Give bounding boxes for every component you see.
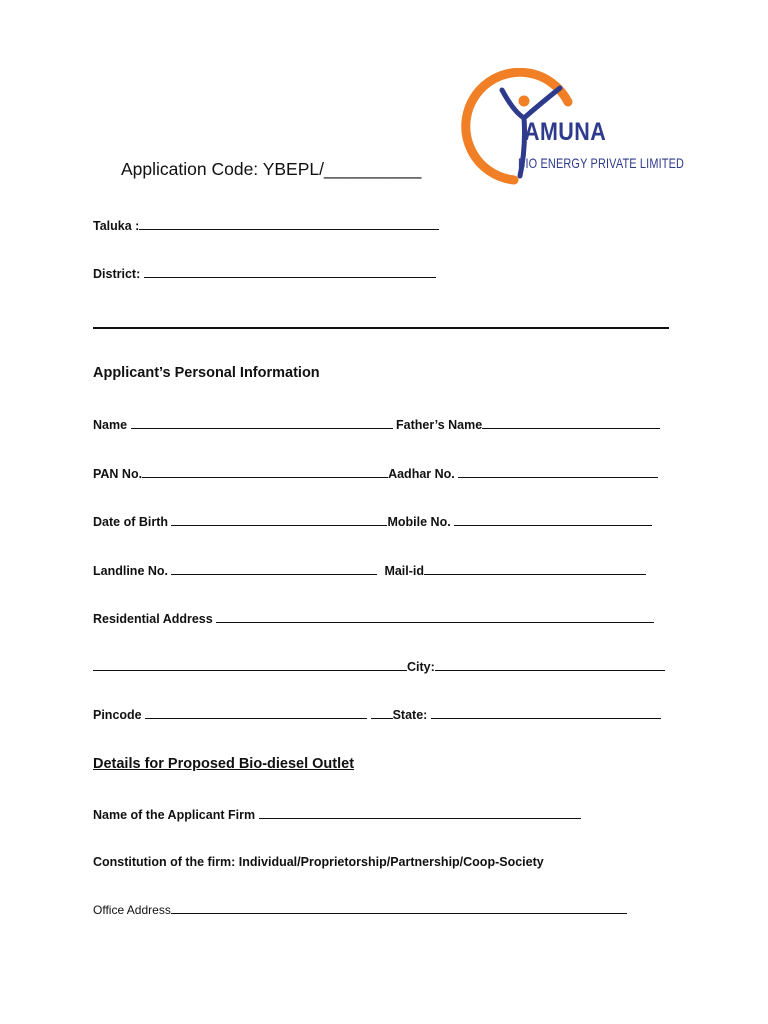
- firm-name-label: Name of the Applicant Firm: [93, 808, 256, 822]
- district-field: [93, 265, 436, 281]
- pan-row: [93, 465, 658, 481]
- logo-subtitle: BIO ENERGY PRIVATE LIMITED: [518, 155, 685, 171]
- section-divider: [93, 327, 669, 329]
- city-row: [93, 658, 665, 674]
- name-label: Name: [93, 418, 128, 432]
- outlet-details-heading: Details for Proposed Bio-diesel Outlet: [93, 756, 355, 772]
- city-input-line[interactable]: [435, 658, 665, 671]
- landline-label: Landline No.: [93, 564, 168, 578]
- mail-label: Mail-id: [384, 564, 425, 578]
- pan-input-line[interactable]: [142, 465, 388, 478]
- dob-input-line[interactable]: [171, 513, 387, 526]
- pincode-label: Pincode: [93, 708, 142, 722]
- name-row: [93, 416, 660, 432]
- fathers-name-label: Father’s Name: [396, 418, 483, 432]
- state-label: State:: [392, 708, 428, 722]
- taluka-input-line[interactable]: [139, 217, 439, 230]
- aadhar-label: Aadhar No.: [388, 467, 455, 481]
- district-input-line[interactable]: [144, 265, 436, 278]
- personal-info-heading: Applicant’s Personal Information: [93, 365, 320, 381]
- pincode-row: [93, 706, 661, 722]
- firm-name-row: [93, 806, 581, 822]
- application-code-title: Application Code: YBEPL/__________: [121, 159, 422, 179]
- firm-name-input-line[interactable]: [259, 806, 581, 819]
- residential-address-label: Residential Address: [93, 612, 213, 626]
- pincode-input-line[interactable]: [145, 706, 367, 719]
- dob-row: [93, 513, 652, 529]
- landline-input-line[interactable]: [171, 562, 377, 575]
- pan-label: PAN No.: [93, 467, 143, 481]
- constitution-row: [93, 855, 544, 869]
- residential-address-row: [93, 610, 654, 626]
- office-address-label: Office Address: [93, 903, 171, 917]
- yamuna-logo: [456, 68, 685, 186]
- taluka-label: Taluka :: [93, 219, 140, 233]
- constitution-label: Constitution of the firm: Individual/Proprietorship/Partnership/Coop-Society: [93, 855, 544, 869]
- office-address-row: [93, 901, 627, 917]
- landline-row: [93, 562, 646, 578]
- fathers-name-input-line[interactable]: [482, 416, 660, 429]
- aadhar-input-line[interactable]: [458, 465, 658, 478]
- residential-address-input-line[interactable]: [216, 610, 654, 623]
- address-continuation-input-line[interactable]: [93, 658, 407, 671]
- name-input-line[interactable]: [131, 416, 393, 429]
- mail-input-line[interactable]: [424, 562, 646, 575]
- taluka-field: [93, 217, 439, 233]
- pincode-gap-line: [371, 706, 393, 719]
- dob-label: Date of Birth: [93, 515, 168, 529]
- district-label: District:: [93, 267, 141, 281]
- logo-wordmark: AMUNA: [524, 118, 607, 146]
- city-label: City:: [407, 660, 435, 674]
- mobile-label: Mobile No.: [387, 515, 451, 529]
- office-address-input-line[interactable]: [171, 901, 627, 914]
- mobile-input-line[interactable]: [454, 513, 652, 526]
- state-input-line[interactable]: [431, 706, 661, 719]
